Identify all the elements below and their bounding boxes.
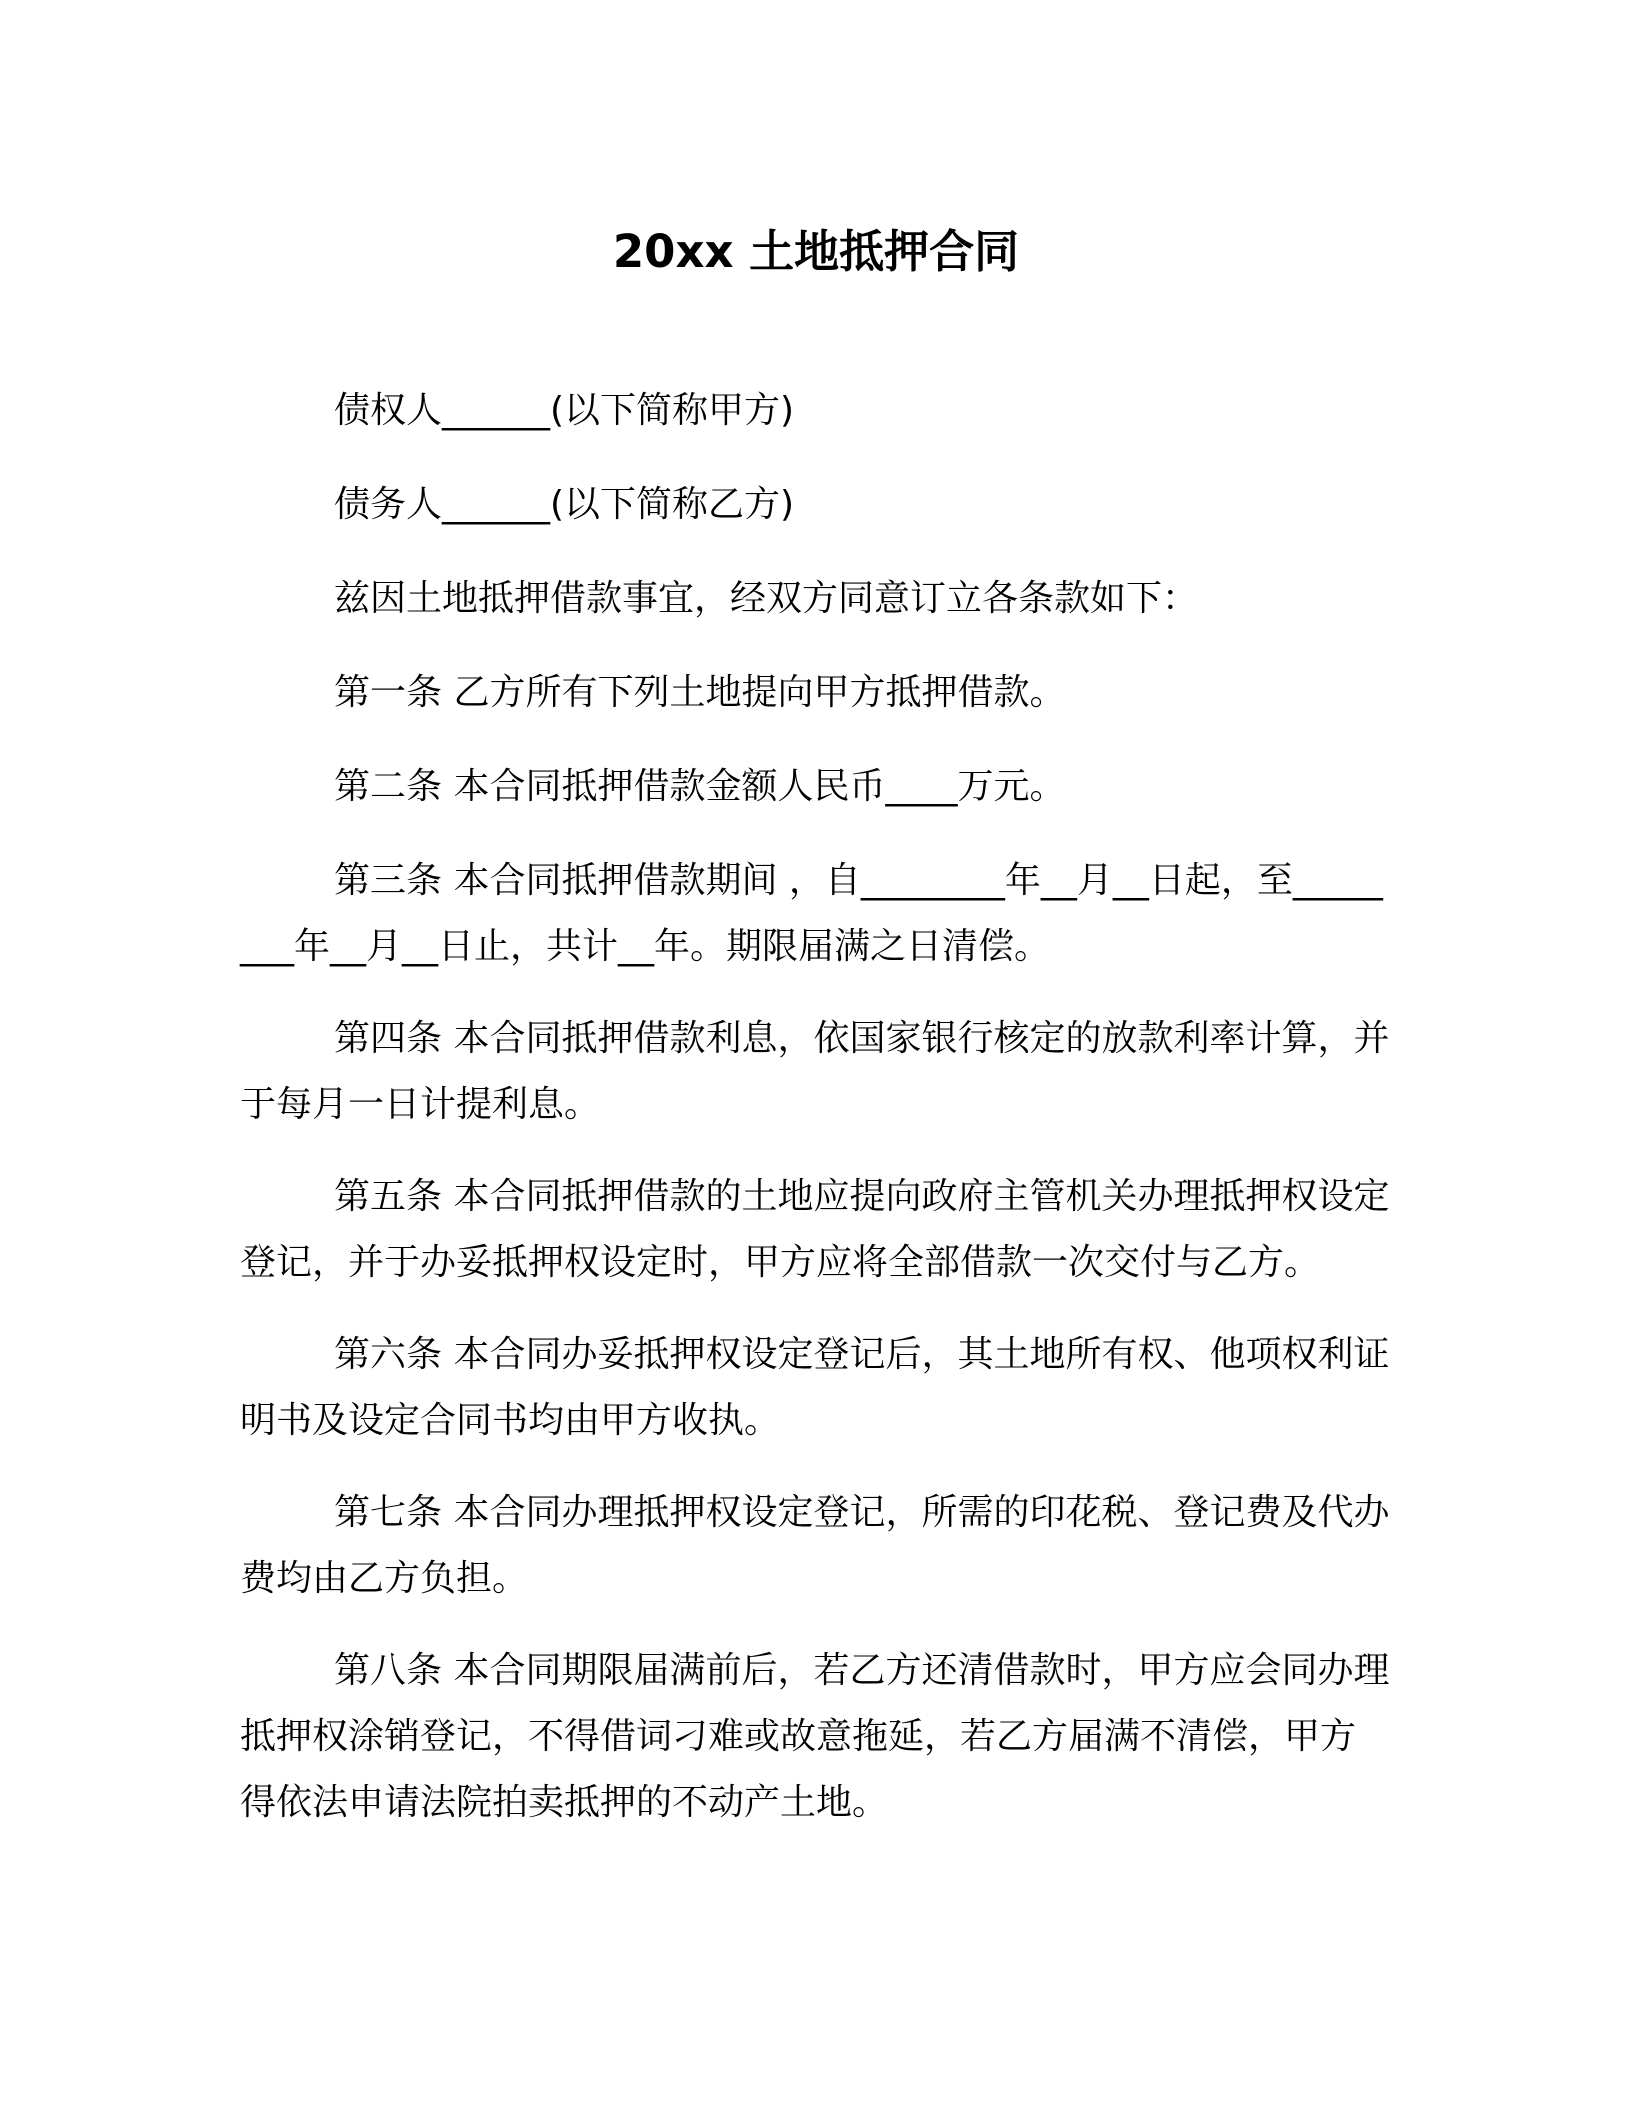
document-title: 20xx 土地抵押合同 — [612, 225, 1020, 278]
paragraph-article-2: 第二条 本合同抵押借款金额人民币____万元。 — [334, 766, 1066, 807]
paragraph-article-3: 第三条 本合同抵押借款期间 ，自________年__月__日起，至________年__月__日止，共计__年。期限届满之日清偿。 — [240, 860, 1383, 967]
paragraph-creditor: 债权人______(以下简称甲方) — [334, 390, 795, 431]
paragraph-article-6: 第六条 本合同办妥抵押权设定登记后，其土地所有权、他项权利证明书及设定合同书均由甲方收执。 — [240, 1334, 1390, 1441]
paragraph-debtor: 债务人______(以下简称乙方) — [334, 484, 795, 525]
document-body — [240, 378, 1390, 1862]
paragraph-article-8: 第八条 本合同期限届满前后，若乙方还清借款时，甲方应会同办理抵押权涂销登记，不得借词刁难或故意拖延，若乙方届满不清偿，甲方得依法申请法院拍卖抵押的不动产土地。 — [240, 1650, 1390, 1823]
paragraph-article-4: 第四条 本合同抵押借款利息，依国家银行核定的放款利率计算，并于每月一日计提利息。 — [240, 1018, 1390, 1125]
paragraph-article-5: 第五条 本合同抵押借款的土地应提向政府主管机关办理抵押权设定登记，并于办妥抵押权设定时，甲方应将全部借款一次交付与乙方。 — [240, 1176, 1390, 1283]
paragraph-article-7: 第七条 本合同办理抵押权设定登记，所需的印花税、登记费及代办费均由乙方负担。 — [240, 1492, 1390, 1599]
paragraph-preamble: 兹因土地抵押借款事宜，经双方同意订立各条款如下： — [334, 578, 1199, 619]
paragraph-article-1: 第一条 乙方所有下列土地提向甲方抵押借款。 — [334, 672, 1066, 713]
